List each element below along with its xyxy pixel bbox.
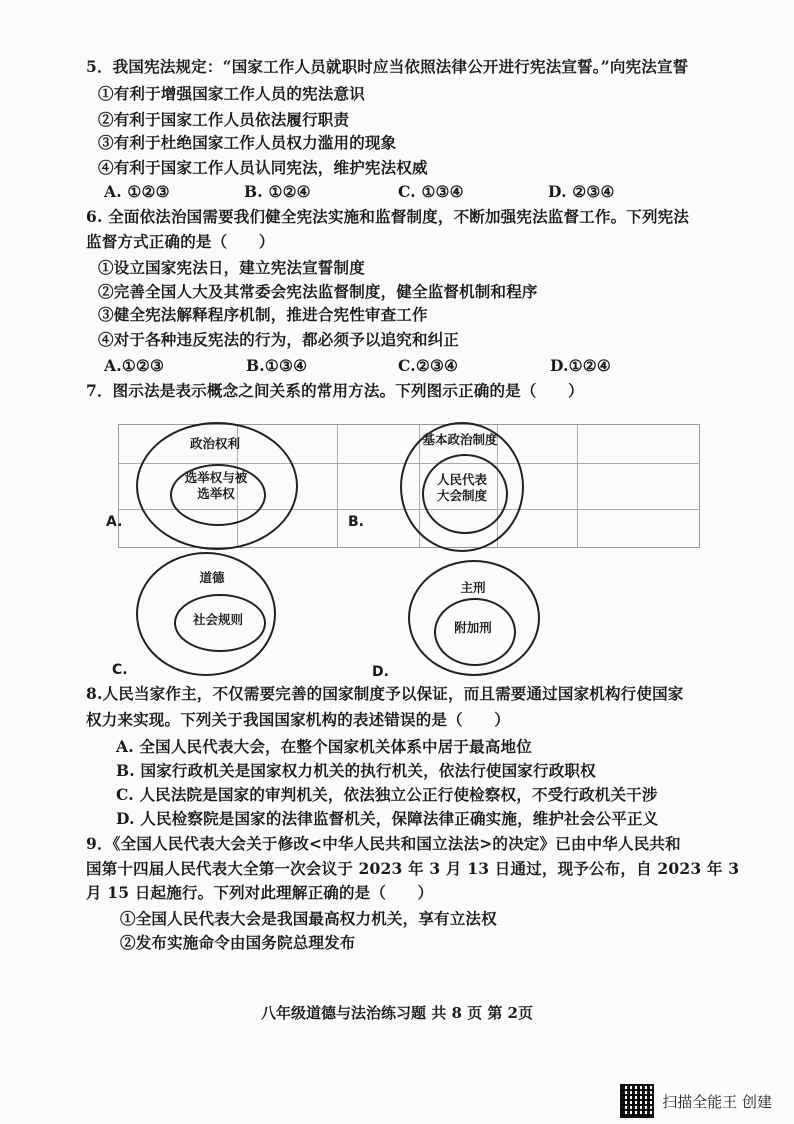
q6-option-2: ②完善全国人大及其常委会宪法监督制度，健全监督机制和程序 bbox=[98, 282, 538, 301]
q5-option-1: ①有利于增强国家工作人员的宪法意识 bbox=[98, 84, 365, 103]
q6-option-3: ③健全宪法解释程序机制，推进合宪性审查工作 bbox=[98, 305, 428, 324]
q6-stem-line1: 6. 全面依法治国需要我们健全宪法实施和监督制度，不断加强宪法监督工作。下列宪法 bbox=[86, 207, 690, 226]
q6-choice-a: A.①②③ bbox=[104, 356, 165, 375]
diagram-a-letter: A. bbox=[106, 514, 123, 530]
q7-diagrams bbox=[92, 418, 712, 683]
q9-option-1: ①全国人民代表大会是我国最高权力机关，享有立法权 bbox=[120, 909, 497, 928]
diagram-d-letter: D. bbox=[372, 664, 389, 680]
q9-stem-line1: 9．《全国人民代表大会关于修改<中华人民共和国立法法>的决定》已由中华人民共和 bbox=[86, 834, 681, 853]
diagram-a-outer-label: 政治权利 bbox=[189, 436, 240, 451]
q8-option-c: C. 人民法院是国家的审判机关，依法独立公正行使检察权，不受行政机关干涉 bbox=[116, 785, 658, 804]
q7-stem: 7．图示法是表示概念之间关系的常用方法。下列图示正确的是（ ） bbox=[86, 381, 584, 400]
q6-option-4: ④对于各种违反宪法的行为，都必须予以追究和纠正 bbox=[98, 330, 460, 349]
diagram-c-inner-label: 社会规则 bbox=[192, 612, 243, 627]
diagram-b-inner-label: 人民代表大会制度 bbox=[436, 472, 487, 503]
q8-option-a: A. 全国人民代表大会，在整个国家机关体系中居于最高地位 bbox=[116, 737, 532, 756]
q5-choice-d: D. ②③④ bbox=[548, 182, 615, 201]
q5-choice-c: C. ①③④ bbox=[398, 182, 464, 201]
q6-stem-line2: 监督方式正确的是（ ） bbox=[86, 232, 275, 251]
diagram-c-outer-label: 道德 bbox=[199, 570, 225, 585]
page-footer: 八年级道德与法治练习题 共 8 页 第 2页 bbox=[261, 1004, 533, 1022]
q9-stem-line3: 月 15 日起施行。下列对此理解正确的是（ ） bbox=[86, 883, 434, 902]
q6-choice-c: C.②③④ bbox=[398, 356, 459, 375]
q5-choice-b: B. ①②④ bbox=[244, 182, 311, 201]
q6-option-1: ①设立国家宪法日，建立宪法宣誓制度 bbox=[98, 258, 365, 277]
q5-choice-a: A. ①②③ bbox=[104, 182, 170, 201]
q9-stem-line2: 国第十四届人民代表大全第一次会议于 2023 年 3 月 13 日通过，现予公布，自 2023 年 3 bbox=[86, 859, 740, 878]
q8-option-d: D. 人民检察院是国家的法律监督机关，保障法律正确实施，维护社会公平正义 bbox=[116, 809, 659, 828]
q5-stem: 5．我国宪法规定：“国家工作人员就职时应当依照法律公开进行宪法宣誓。”向宪法宣誓 bbox=[86, 57, 689, 76]
q5-option-3: ③有利于杜绝国家工作人员权力滥用的现象 bbox=[98, 133, 397, 152]
q9-option-2: ②发布实施命令由国务院总理发布 bbox=[120, 933, 356, 952]
q6-choice-d: D.①②④ bbox=[550, 356, 611, 375]
q6-choice-b: B.①③④ bbox=[246, 356, 308, 375]
q8-stem-line1: 8.人民当家作主，不仅需要完善的国家制度予以保证，而且需要通过国家机构行使国家 bbox=[86, 684, 684, 703]
scanner-watermark bbox=[620, 1084, 772, 1118]
q8-option-b: B. 国家行政机关是国家权力机关的执行机关，依法行使国家行政职权 bbox=[116, 761, 596, 780]
diagram-c-letter: C. bbox=[112, 662, 128, 678]
diagram-d-outer-label: 主刑 bbox=[460, 580, 486, 595]
diagram-b-letter: B. bbox=[348, 514, 364, 530]
q8-stem-line2: 权力来实现。下列关于我国国家机构的表述错误的是（ ） bbox=[86, 710, 510, 729]
qr-code-icon bbox=[620, 1084, 654, 1118]
q5-option-4: ④有利于国家工作人员认同宪法，维护宪法权威 bbox=[98, 158, 428, 177]
diagram-b-outer-label: 基本政治制度 bbox=[422, 432, 498, 447]
q5-option-2: ②有利于国家工作人员依法履行职责 bbox=[98, 110, 350, 129]
diagram-a-inner-label: 选举权与被选举权 bbox=[184, 470, 248, 501]
scanner-label: 扫描全能王 创建 bbox=[662, 1092, 772, 1111]
diagram-d-inner-label: 附加刑 bbox=[454, 620, 492, 635]
